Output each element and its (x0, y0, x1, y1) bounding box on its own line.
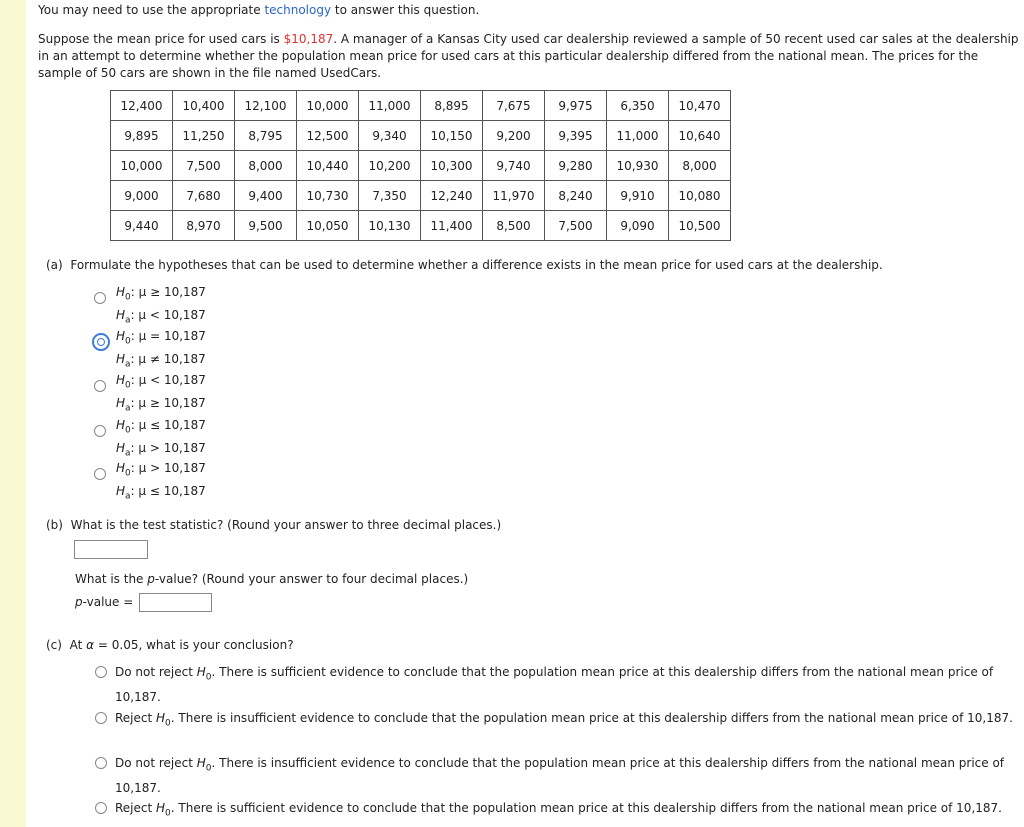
table-cell: 8,795 (235, 121, 297, 151)
null-hypothesis (116, 371, 206, 394)
hypothesis-radio[interactable] (94, 425, 106, 437)
sub-zero: 0 (125, 425, 131, 436)
table-cell: 9,090 (607, 211, 669, 241)
table-cell: 10,440 (297, 151, 359, 181)
table-cell: 10,130 (359, 211, 421, 241)
table-cell: 10,200 (359, 151, 421, 181)
part-b-label: (b) (46, 518, 63, 532)
intro-line (38, 3, 479, 17)
hypothesis-option-text (116, 371, 206, 418)
table-cell: 10,080 (669, 181, 731, 211)
problem-statement (38, 31, 1023, 82)
conclusion-radio[interactable] (95, 802, 107, 814)
table-cell: 10,000 (111, 151, 173, 181)
hypothesis-option-text (116, 459, 206, 506)
hypothesis-radio[interactable] (92, 333, 110, 351)
sub-zero: 0 (165, 808, 171, 819)
part-b-question (46, 518, 501, 532)
alpha-symbol: α (86, 638, 95, 652)
h-symbol: H (116, 396, 126, 411)
intro-text-end: to answer this question. (331, 3, 480, 17)
ha-text: : μ ≠ 10,187 (130, 352, 206, 367)
h-symbol: H (116, 308, 126, 323)
sub-zero: 0 (165, 718, 171, 729)
pvalue-label (75, 595, 133, 609)
part-b-text: What is the test statistic? (Round your answer to three decimal places.) (70, 518, 502, 532)
table-cell: 9,440 (111, 211, 173, 241)
sub-zero: 0 (125, 468, 131, 479)
table-row (111, 211, 731, 241)
table-cell: 10,640 (669, 121, 731, 151)
pvalue-label-text: -value = (82, 595, 134, 609)
table-cell: 7,500 (545, 211, 607, 241)
conclusion-post: . There is insufficient evidence to conclude that the population mean price at this dealership differs from the national mean price of 10,187. (170, 711, 1013, 725)
pvalue-question-pre: What is the (75, 572, 148, 586)
conclusion-pre: Reject (115, 801, 157, 815)
part-a-question (46, 258, 883, 272)
sub-zero: 0 (205, 763, 212, 774)
problem-text: Suppose the mean price for used cars is (38, 32, 284, 46)
h0-text: : μ ≥ 10,187 (130, 285, 206, 299)
left-margin-stripe (0, 0, 26, 827)
table-cell: 10,050 (297, 211, 359, 241)
sub-zero: 0 (125, 336, 131, 347)
table-cell: 9,500 (235, 211, 297, 241)
technology-link[interactable]: technology (264, 3, 332, 17)
conclusion-pre: Reject (115, 711, 157, 725)
conclusion-option-text (115, 798, 1015, 823)
table-cell: 9,895 (111, 121, 173, 151)
table-cell: 7,350 (359, 181, 421, 211)
hypothesis-option-text (116, 327, 206, 374)
h-symbol: H (116, 484, 126, 499)
table-cell: 9,975 (545, 91, 607, 121)
h-symbol: H (116, 461, 126, 475)
h-symbol: H (116, 285, 126, 299)
h-symbol: H (116, 441, 126, 456)
h-symbol: H (116, 418, 126, 432)
table-row (111, 151, 731, 181)
h0-text: : μ > 10,187 (130, 461, 206, 475)
table-cell: 10,930 (607, 151, 669, 181)
alt-hypothesis (116, 482, 206, 505)
conclusion-option-text (115, 708, 1015, 733)
table-cell: 6,350 (607, 91, 669, 121)
null-hypothesis (116, 327, 206, 350)
table-cell: 9,395 (545, 121, 607, 151)
alt-hypothesis (116, 394, 206, 417)
null-hypothesis (116, 283, 206, 306)
table-row (111, 121, 731, 151)
sub-a: a (125, 315, 131, 326)
table-cell: 8,500 (483, 211, 545, 241)
test-statistic-input[interactable] (74, 540, 148, 559)
problem-text-cont: . A manager of a Kansas City used car dealership reviewed a sample of 50 recent used car sales at the dealership in an attempt to determine whether the population mean price for used cars at this particular dealership differed from the national mean. The prices for the sample of 50 cars are shown in the file named UsedCars. (38, 32, 1019, 80)
sub-a: a (125, 491, 131, 502)
hypothesis-radio[interactable] (94, 380, 106, 392)
h-symbol: H (116, 373, 126, 387)
table-cell: 12,100 (235, 91, 297, 121)
ha-text: : μ ≤ 10,187 (130, 484, 206, 499)
ha-text: : μ ≥ 10,187 (130, 396, 206, 411)
table-cell: 10,470 (669, 91, 731, 121)
table-cell: 9,200 (483, 121, 545, 151)
table-cell: 9,340 (359, 121, 421, 151)
table-cell: 10,300 (421, 151, 483, 181)
part-c-label: (c) (46, 638, 62, 652)
conclusion-post: . There is insufficient evidence to conclude that the population mean price at this dealership differs from the national mean price of 10,187. (115, 756, 1005, 796)
conclusion-option-text (115, 662, 1015, 707)
sub-zero: 0 (205, 672, 212, 683)
table-cell: 10,000 (297, 91, 359, 121)
table-cell: 11,400 (421, 211, 483, 241)
h-symbol: H (156, 711, 166, 725)
h-symbol: H (196, 665, 206, 679)
table-cell: 11,000 (607, 121, 669, 151)
intro-text: You may need to use the appropriate (38, 3, 265, 17)
table-cell: 9,740 (483, 151, 545, 181)
conclusion-radio[interactable] (95, 757, 107, 769)
table-cell: 11,970 (483, 181, 545, 211)
pvalue-question (75, 572, 468, 586)
table-cell: 9,400 (235, 181, 297, 211)
h-symbol: H (116, 352, 126, 367)
part-a-label: (a) (46, 258, 63, 272)
h-symbol: H (116, 329, 126, 343)
pvalue-question-p: p (147, 572, 155, 586)
null-hypothesis (116, 459, 206, 482)
conclusion-radio[interactable] (95, 712, 107, 724)
table-cell: 10,730 (297, 181, 359, 211)
pvalue-question-post: -value? (Round your answer to four decimal places.) (154, 572, 469, 586)
national-mean-value: $10,187 (283, 32, 334, 46)
conclusion-option-text (115, 753, 1015, 798)
h-symbol: H (196, 756, 206, 770)
table-cell: 11,000 (359, 91, 421, 121)
table-cell: 9,280 (545, 151, 607, 181)
hypothesis-radio[interactable] (94, 468, 106, 480)
pvalue-input[interactable] (139, 593, 212, 612)
hypothesis-radio[interactable] (94, 292, 106, 304)
h0-text: : μ = 10,187 (130, 329, 206, 343)
h0-text: : μ ≤ 10,187 (130, 418, 206, 432)
sub-a: a (125, 403, 131, 414)
part-c-text-post: = 0.05, what is your conclusion? (94, 638, 294, 652)
table-cell: 9,910 (607, 181, 669, 211)
table-cell: 10,400 (173, 91, 235, 121)
table-cell: 12,400 (111, 91, 173, 121)
sub-a: a (125, 448, 131, 459)
table-cell: 12,240 (421, 181, 483, 211)
sub-zero: 0 (125, 380, 131, 391)
conclusion-radio[interactable] (95, 666, 107, 678)
table-cell: 8,000 (235, 151, 297, 181)
part-a-text: Formulate the hypotheses that can be used to determine whether a difference exists in the mean price for used cars at the dealership. (70, 258, 883, 272)
table-cell: 7,675 (483, 91, 545, 121)
hypothesis-option-text (116, 283, 206, 330)
table-cell: 11,250 (173, 121, 235, 151)
conclusion-pre: Do not reject (115, 665, 197, 679)
table-row (111, 181, 731, 211)
table-cell: 8,240 (545, 181, 607, 211)
sub-zero: 0 (125, 292, 131, 303)
conclusion-post: . There is sufficient evidence to conclude that the population mean price at this dealership differs from the national mean price of 10,187. (170, 801, 1002, 815)
table-cell: 10,150 (421, 121, 483, 151)
table-cell: 9,000 (111, 181, 173, 211)
h0-text: : μ < 10,187 (130, 373, 206, 387)
table-cell: 7,500 (173, 151, 235, 181)
table-cell: 8,000 (669, 151, 731, 181)
table-cell: 7,680 (173, 181, 235, 211)
null-hypothesis (116, 416, 206, 439)
used-cars-table (110, 90, 731, 241)
ha-text: : μ > 10,187 (130, 441, 206, 456)
part-c-text-pre: At (69, 638, 87, 652)
hypothesis-option-text (116, 416, 206, 463)
part-c-question (46, 638, 294, 652)
table-cell: 8,895 (421, 91, 483, 121)
sub-a: a (125, 359, 131, 370)
h-symbol: H (156, 801, 166, 815)
pvalue-label-p: p (75, 595, 83, 609)
table-cell: 10,500 (669, 211, 731, 241)
conclusion-pre: Do not reject (115, 756, 197, 770)
table-cell: 12,500 (297, 121, 359, 151)
table-row (111, 91, 731, 121)
conclusion-post: . There is sufficient evidence to conclude that the population mean price at this dealership differs from the national mean price of 10,187. (115, 665, 994, 705)
table-cell: 8,970 (173, 211, 235, 241)
ha-text: : μ < 10,187 (130, 308, 206, 323)
